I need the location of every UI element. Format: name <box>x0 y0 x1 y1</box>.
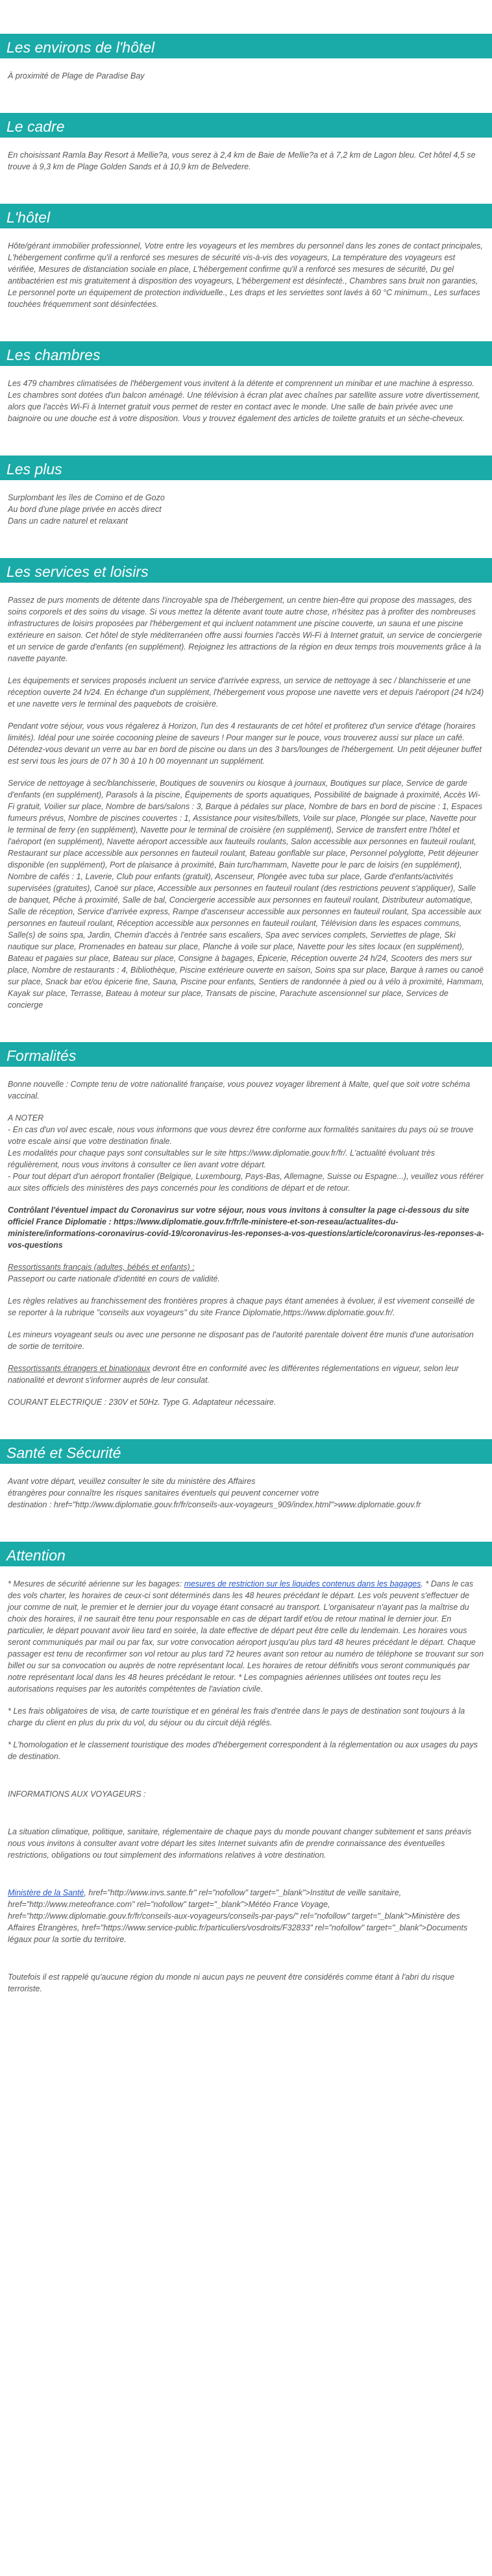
attention-situation-line: nous vous invitons à consulter avant votre départ les sites Internet suivants afin de prendre connaissance des éventuelles restrictions, obligations ou tout simplement des informations relatives à votre destination. <box>8 1839 445 1860</box>
section-title-formalites: Formalités <box>0 1042 492 1067</box>
formalites-foreign-nationals <box>8 1363 484 1386</box>
formalites-electric-current: COURANT ELECTRIQUE : 230V et 50Hz. Type G. Adaptateur nécessaire. <box>8 1398 277 1407</box>
section-title-attention: Attention <box>0 1542 492 1566</box>
section-title-sante: Santé et Sécurité <box>0 1439 492 1464</box>
section-body-cadre <box>0 138 492 173</box>
services-paragraph-equipment: Les équipements et services proposés incluent un service d'arrivée express, un service de nettoyage à sec / blanchisserie et une réception ouverte 24 h/24. En échange d'un supplément, l'hébergement vous propose une navette vers et depuis l'aéroport (24 h/24) et une navette vers le terminal des paquebots de croisière. <box>8 676 484 709</box>
formalites-note-border-airports: - Pour tout départ d'un aéroport frontalier (Belgique, Luxembourg, Pays-Bas, Allemagne, Suisse ou Espagne...), veuillez vous référer aux sites officiels des ministères des pays concernés pour les conditions de départ et de retour. <box>8 1172 484 1193</box>
liquid-restrictions-link[interactable]: mesures de restriction sur les liquides contenus dans les bagages <box>184 1579 421 1588</box>
sante-line: destination : href="http://www.diplomatie.gouv.fr/fr/conseils-aux-voyageurs_909/index.html">www.diplomatie.gouv.fr <box>8 1500 421 1509</box>
sante-line: Avant votre départ, veuillez consulter le site du ministère des Affaires <box>8 1477 256 1486</box>
formalites-border-rules: Les règles relatives au franchissement des frontières propres à chaque pays étant amenées à évoluer, il est vivement conseillé de se reporter à la rubrique "conseils aux voyageurs" du site France Diplomatie,https://www.diplomatie.gouv.fr/. <box>8 1296 475 1317</box>
formalites-foreign-nationals-text: devront être en conformité avec les différentes réglementations en vigueur, selon leur nationalité et devront s'informer auprès de leur consulat. <box>8 1364 459 1385</box>
section-title-plus: Les plus <box>0 456 492 480</box>
hotel-text: Hôte/gérant immobilier professionnel, Votre entre les voyageurs et les membres du personnel dans les zones de contact principales, L'hébergement confirme qu'il a renforcé ses mesures de sécurité vis-à-vis des voyageurs, La température des voyageurs est vérifiée, Mesures de distanciation sociale en place, L'hébergement confirme qu'il a renforcé ses mesures de sécurité, Du gel antibactérien est mis gratuitement à disposition des voyageurs, L'hébergement est désinfecté., Chambres sans bruit non garanties, Le personnel porte un équipement de protection individuelle., Les draps et les serviettes sont lavés à 60 °C minimum., Les surfaces touchées fréquemment sont désinfectées. <box>8 241 483 309</box>
plus-line: Au bord d'une plage privée en accès direct <box>8 505 162 514</box>
section-title-hotel: L'hôtel <box>0 204 492 228</box>
formalites-coronavirus <box>8 1204 484 1251</box>
formalites-note-title: A NOTER <box>8 1113 44 1123</box>
attention-info-heading: INFORMATIONS AUX VOYAGEURS : <box>8 1790 146 1799</box>
formalites-french-nationals-text: Passeport ou carte nationale d'identité en cours de validité. <box>8 1274 220 1283</box>
attention-links-text: , href="http://www.invs.sante.fr" rel="nofollow" target="_blank">Institut de veille sanitaire, href="http://www.meteofrance.com" rel="nofollow" target="_blank">Météo France Voyage, href="http://www.diplomatie.gouv.fr/fr/conseils-aux-voyageurs/conseils-par-pays/" rel="nofollow" target="_blank">Ministère des Affaires Étrangères, href="https://www.service-public.fr/particuliers/vosdroits/F32833" rel="nofollow" target="_blank">Documents légaux pour la sortie du territoire. <box>8 1888 468 1944</box>
formalites-minors: Les mineurs voyageant seuls ou avec une personne ne disposant pas de l'autorité parentale doivent être munis d'une autorisation de sortie de territoire. <box>8 1330 474 1351</box>
section-title-chambres: Les chambres <box>0 341 492 366</box>
section-body-sante <box>0 1464 492 1511</box>
section-title-cadre: Le cadre <box>0 113 492 138</box>
sante-text <box>8 1476 484 1511</box>
section-body-plus <box>0 480 492 527</box>
formalites-coronavirus-bold: Contrôlant l'éventuel impact du Coronavirus sur votre séjour, nous vous invitons à consulter la page ci-dessous du site officiel France Diplomatie : https://www.diplomatie.gouv.fr/fr/le-ministere-et-son-reseau/actualites-du-ministere/informations-coronavirus-covid-19/coronavirus-les-reponses-a-vos-questions/article/coronavirus-les-reponses-a-vos-questions <box>8 1206 484 1250</box>
section-body-hotel <box>0 228 492 310</box>
plus-line: Surplombant les îles de Comino et de Gozo <box>8 493 165 502</box>
attention-visa-fees: * Les frais obligatoires de visa, de carte touristique et en général les frais d'entrée dans le pays de destination sont toujours à la charge du client en plus du prix du vol, du séjour ou du circuit déjà réglés. <box>8 1707 465 1727</box>
formalites-note <box>8 1112 484 1194</box>
attention-flights-text: . * Dans le cas des vols charter, les horaires de ceux-ci sont déterminés dans les 48 heures précédant le départ. Les vols peuvent s'effectuer de jour comme de nuit, le premier et le dernier jour du voyage étant consacré au transport. L'organisateur n'ayant pas la maîtrise du choix des horaires, il ne saurait être tenu pour responsable en cas de départ tardif et/ou de retour matinal le dernier jour. En particulier, le départ pouvant avoir lieu tard en soirée, la date effective de départ peut être celle du lendemain. Les horaires vous seront communiqués par mail ou par fax, sur votre convocation aéroport jusqu'au plus tard 48 heures précédant le départ. Chaque passager est tenu de reconfirmer son vol retour au plus tard 72 heures avant son retour au numéro de téléphone se trouvant sur son billet ou sur sa convocation ou auprès de notre représentant local. Les horaires de retour définitifs vous seront communiqués par notre représentant local dans les 48 heures précédant le retour. * Les compagnies aériennes utilisées ont toutes reçu les autorisations requises par les autorités compétentes de l'aviation civile. <box>8 1579 484 1694</box>
services-paragraph-spa: Passez de purs moments de détente dans l'incroyable spa de l'hébergement, un centre bien-être qui propose des massages, des soins corporels et des soins du visage. Si vous mettez la détente avant toute autre chose, n'hésitez pas à profiter des nombreuses infrastructures de loisirs proposées par l'hébergement et qui incluent notamment une piscine couverte, un sauna et une piscine extérieure en saison. Cet hôtel de style méditerranéen offre aussi fournies l'accès Wi-Fi à Internet gratuit, un service de conciergerie et un service de garde d'enfants (en supplément). Rejoignez les attractions de la région en deux temps trois mouvements grâce à la navette payante. <box>8 596 482 663</box>
attention-terrorism: Toutefois il est rappelé qu'aucune région du monde ni aucun pays ne peuvent être considérés comme étant à l'abri du risque terroriste. <box>8 1973 455 1993</box>
formalites-note-modalities: Les modalités pour chaque pays sont consultables sur le site https://www.diplomatie.gouv.fr/fr/. L'actualité évoluant très régulièrement, nous vous invitons à consulter ce lien avant votre départ. <box>8 1148 436 1169</box>
hotel-description-page <box>0 34 492 1995</box>
chambres-text: Les 479 chambres climatisées de l'hébergement vous invitent à la détente et comprennent un minibar et une machine à espresso. Les chambres sont dotées d'un balcon aménagé. Une télévision à écran plat avec chaînes par satellite assure votre divertissement, alors que l'accès Wi-Fi à Internet gratuit vous permet de rester en contact avec le monde. Une salle de bain privée avec une baignoire ou une douche est à votre disposition. Vous y trouvez également des articles de toilette gratuits et un sèche-cheveux. <box>8 379 480 423</box>
sante-line: étrangères pour connaître les risques sanitaires éventuels qui peuvent concerner votre <box>8 1488 319 1498</box>
attention-links <box>8 1887 484 1945</box>
section-title-services: Les services et loisirs <box>0 558 492 583</box>
section-body-environs <box>0 58 492 82</box>
section-body-chambres <box>0 366 492 424</box>
services-paragraph-dining: Pendant votre séjour, vous vous régalerez à Horizon, l'un des 4 restaurants de cet hôtel et profiterez d'un service d'étage (horaires limités). Idéal pour une soirée cocooning pleine de saveurs ! Pour manger sur le pouce, vous trouverez aussi sur place un café. Détendez-vous devant un verre au bar en bord de piscine ou dans un des 3 bars/lounges de l'hébergement. Un petit déjeuner buffet est servi tous les jours de 07 h 30 à 10 h 00 moyennant un supplément. <box>8 722 482 766</box>
formalites-good-news: Bonne nouvelle : Compte tenu de votre nationalité française, vous pouvez voyager librement à Malte, quel que soit votre schéma vaccinal. <box>8 1080 471 1100</box>
services-paragraph-amenities: Service de nettoyage à sec/blanchisserie, Boutiques de souvenirs ou kiosque à journaux, Boutiques sur place, Service de garde d'enfants (en supplément), Parasols à la piscine, Équipements de sports aquatiques, Possibilité de baignade à proximité, Accès Wi-Fi gratuit, Voilier sur place, Nombre de bars/salons : 3, Barque à pédales sur place, Nombre de bars en bord de piscine : 1, Espaces fumeurs prévus, Nombre de piscines couvertes : 1, Assistance pour visites/billets, Voile sur place, Plongée sur place, Navette pour le terminal de ferry (en supplément), Navette pour le terminal de croisière (en supplément), Service de transfert entre l'hôtel et l'aéroport (en supplément), Navette aéroport accessible aux fauteuils roulants, Salon accessible aux personnes en fauteuil roulant, Restaurant sur place accessible aux personnes en fauteuil roulant, Bateau gonflable sur place, Personnel polyglotte, Petit déjeuner disponible (en supplément), Port de plaisance à proximité, Bain turc/hammam, Navette pour le parc de loisirs (en supplément), Nombre de cafés : 1, Laverie, Club pour enfants (gratuit), Ascenseur, Plongée avec tuba sur place, Garde d'enfants/activités supervisées (gratuites), Canoë sur place, Accessible aux personnes en fauteuil roulant (des restrictions peuvent s'appliquer), Salle de banquet, Pêche à proximité, Salle de bal, Conciergerie accessible aux personnes en fauteuil roulant, Distributeur automatique, Salle de réception, Service d'arrivée express, Rampe d'ascenseur accessible aux personnes en fauteuil roulant, Spa accessible aux personnes en fauteuil roulant, Réception accessible aux personnes en fauteuil roulant, Télévision dans les espaces communs, Salle(s) de soins spa, Jardin, Chemin d'accès à l'entrée sans escaliers, Spa avec services complets, Serviettes de plage, Ski nautique sur place, Promenades en bateau sur place, Planche à voile sur place, Navette pour les sites locaux (en supplément), Bateau et pagaies sur place, Bateau sur place, Consigne à bagages, Épicerie, Réception ouverte 24 h/24, Scooters des mers sur place, Nombre de restaurants : 4, Bibliothèque, Piscine extérieure ouverte en saison, Soins spa sur place, Barque à rames ou canoë sur place, Snack bar et/ou épicerie fine, Sauna, Piscine pour enfants, Sentiers de randonnée à pied ou à vélo à proximité, Hammam, Kayak sur place, Terrasse, Bateau à moteur sur place, Transats de piscine, Parachute ascensionnel sur place, Services de concierge <box>8 779 484 1010</box>
cadre-text: En choisissant Ramla Bay Resort à Mellie?a, vous serez à 2,4 km de Baie de Mellie?a et à 7,2 km de Lagon bleu. Cet hôtel 4,5 se trouve à 9,3 km de Plage Golden Sands et à 10,9 km de Belvedere. <box>8 151 476 171</box>
formalites-note-stopover: - En cas d'un vol avec escale, nous vous informons que vous devrez être conforme aux formalités sanitaires du pays où se trouve votre escale ainsi que votre destination finale. <box>8 1125 474 1146</box>
plus-line: Dans un cadre naturel et relaxant <box>8 516 128 526</box>
attention-classification: * L'homologation et le classement touristique des modes d'hébergement correspondent à la réglementation ou aux usages du pays de destination. <box>8 1740 478 1761</box>
section-body-attention <box>0 1566 492 1995</box>
formalites-foreign-nationals-label: Ressortissants étrangers et binationaux <box>8 1364 151 1373</box>
attention-situation-line: La situation climatique, politique, sanitaire, réglementaire de chaque pays du monde pouvant changer subitement et sans préavis <box>8 1827 472 1836</box>
environs-text: À proximité de Plage de Paradise Bay <box>8 71 145 80</box>
section-body-services <box>0 583 492 1011</box>
section-body-formalites <box>0 1067 492 1408</box>
attention-flights-prefix: * Mesures de sécurité aérienne sur les bagages: <box>8 1579 184 1588</box>
formalites-french-nationals <box>8 1261 484 1285</box>
section-title-environs: Les environs de l'hôtel <box>0 34 492 58</box>
attention-situation <box>8 1826 484 1861</box>
attention-flights <box>8 1578 484 1695</box>
ministere-sante-link[interactable]: Ministère de la Santé <box>8 1888 84 1897</box>
formalites-french-nationals-label: Ressortissants français (adultes, bébés et enfants) : <box>8 1263 195 1272</box>
